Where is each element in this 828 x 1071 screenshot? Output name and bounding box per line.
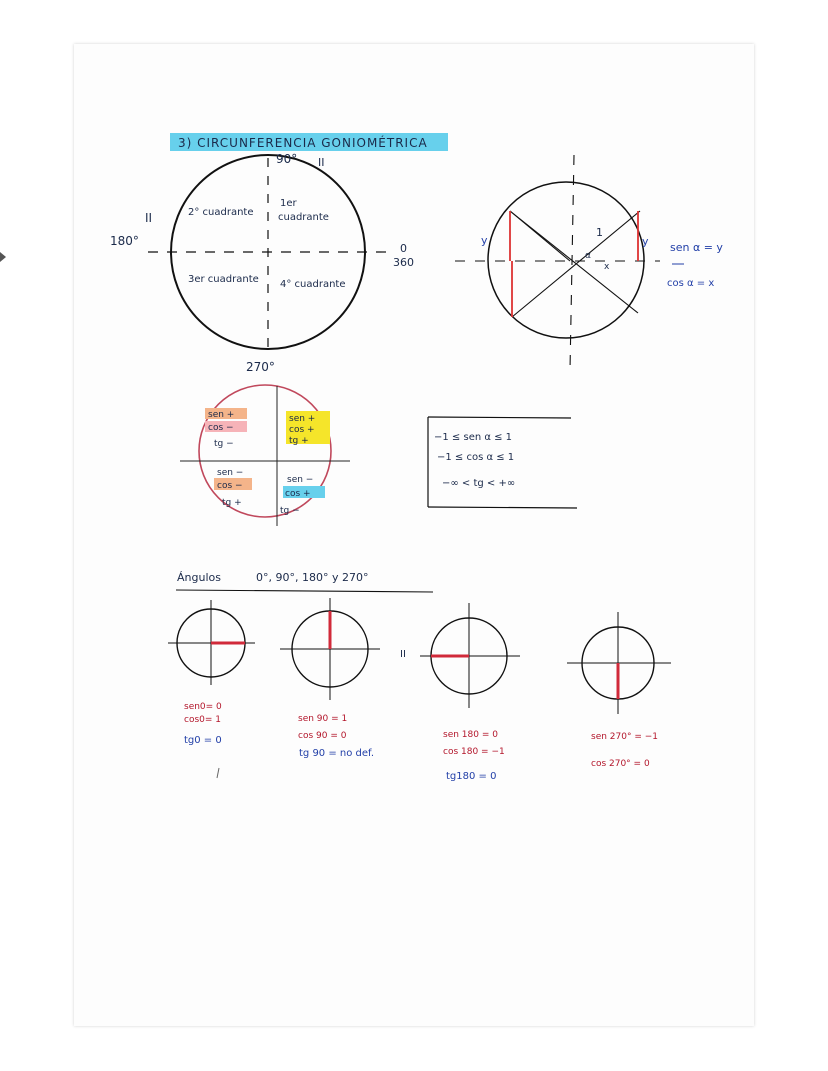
label-270: 270° xyxy=(246,360,275,374)
angle-0-diagram xyxy=(168,600,255,685)
angles-heading-label: Ángulos xyxy=(177,571,221,584)
ray-diagonal-b xyxy=(512,211,640,317)
label-180: 180° xyxy=(110,234,139,248)
section-title: 3) CIRCUNFERENCIA GONIOMÉTRICA xyxy=(178,136,428,150)
angle-270-values xyxy=(591,732,658,769)
angle-270-sen: sen 270° = −1 xyxy=(591,732,658,742)
sine-definition: sen α = y xyxy=(670,241,723,254)
q3-label: 3er cuadrante xyxy=(188,274,259,285)
trig-definition-diagram xyxy=(455,155,723,370)
range-box-top xyxy=(428,417,571,418)
range-cosine: −1 ≤ cos α ≤ 1 xyxy=(437,452,515,463)
angle-180-tg: tg180 = 0 xyxy=(446,771,497,782)
label-0: 0 xyxy=(400,242,407,255)
range-tangent: −∞ < tg < +∞ xyxy=(442,478,516,489)
q3-sign-tg: tg + xyxy=(222,498,242,508)
angle-0-cos: cos0= 1 xyxy=(184,715,221,725)
range-box-bottom xyxy=(428,507,577,508)
alpha-label: α xyxy=(585,251,591,261)
angle-180-diagram xyxy=(420,603,520,708)
angle-90-sen: sen 90 = 1 xyxy=(298,714,348,724)
q2-sign-tg: tg − xyxy=(214,439,234,449)
angle-270-diagram xyxy=(567,612,671,714)
extra-mark: II xyxy=(400,649,406,660)
y-right-label: y xyxy=(642,235,649,248)
radius-label: 1 xyxy=(596,226,603,239)
label-90: 90° xyxy=(276,152,298,166)
angle-90-values xyxy=(298,714,374,759)
q2-label: 2° cuadrante xyxy=(188,207,254,218)
q1-sign-sen: sen + xyxy=(289,414,316,424)
angles-underline xyxy=(176,590,433,592)
angle-90-cos: cos 90 = 0 xyxy=(298,731,347,741)
angle-180-sen: sen 180 = 0 xyxy=(443,730,498,740)
label-360: 360 xyxy=(393,256,414,269)
q2-sign-sen: sen + xyxy=(208,410,235,420)
angle-180-values xyxy=(443,730,505,782)
range-sine: −1 ≤ sen α ≤ 1 xyxy=(434,432,513,443)
q2-sign-cos: cos − xyxy=(208,423,234,433)
angle-0-tg: tg0 = 0 xyxy=(184,735,222,746)
q4-sign-tg: tg − xyxy=(280,506,300,516)
cosine-definition: cos α = x xyxy=(667,278,715,289)
ray-second-quadrant xyxy=(510,211,570,261)
q1-label-line2: cuadrante xyxy=(278,212,329,223)
angle-0-sen: sen0= 0 xyxy=(184,702,222,712)
q4-sign-sen: sen − xyxy=(287,475,314,485)
roman-top: II xyxy=(318,156,325,169)
q1-label-line1: 1er xyxy=(280,198,297,209)
y-left-label: y xyxy=(481,234,488,247)
stray-pen-mark xyxy=(217,768,219,778)
q4-sign-cos: cos + xyxy=(285,489,311,499)
angles-heading-values: 0°, 90°, 180° y 270° xyxy=(256,571,369,584)
quadrant-diagram xyxy=(110,152,414,374)
q4-label: 4° cuadrante xyxy=(280,279,346,290)
x-label: x xyxy=(604,262,610,272)
angle-270-cos: cos 270° = 0 xyxy=(591,759,650,769)
q1-sign-tg: tg + xyxy=(289,436,309,446)
angle-90-tg: tg 90 = no def. xyxy=(299,748,375,759)
angle-90-diagram xyxy=(280,598,380,700)
q3-sign-sen: sen − xyxy=(217,468,244,478)
sign-diagram xyxy=(180,385,350,526)
angle-0-values xyxy=(184,702,222,746)
q1-sign-cos: cos + xyxy=(289,425,315,435)
roman-left: II xyxy=(145,211,153,225)
angle-180-cos: cos 180 = −1 xyxy=(443,747,505,757)
range-box xyxy=(428,417,577,508)
q3-sign-cos: cos − xyxy=(217,481,243,491)
